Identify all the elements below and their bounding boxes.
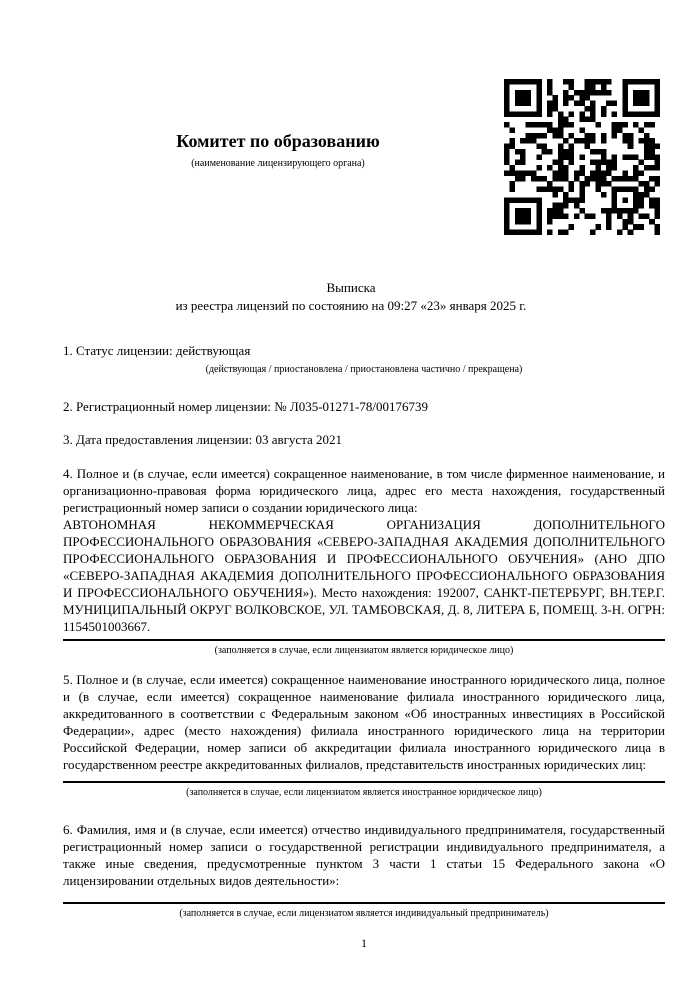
item-1-license-status: 1. Статус лицензии: действующая bbox=[63, 343, 251, 358]
page-number: 1 bbox=[361, 936, 367, 950]
item-2-registration-number: 2. Регистрационный номер лицензии: № Л035-01271-78/00176739 bbox=[63, 399, 429, 414]
item-6-caption: (заполняется в случае, если лицензиатом является индивидуальный предприниматель) bbox=[63, 902, 665, 920]
item-5-foreign-entity-text: 5. Полное и (в случае, если имеется) сокращенное наименование иностранного юридического лица, полное и (в случае, если имеется) сокращенное наименование филиала иностранного юридического лица, аккредитованного в соответствии с Федеральным законом «Об иностранных инвестициях в Российской Федерации», адрес (место нахождения) филиала иностранного юридического лица на территории Российской Федерации, номер записи об аккредитации филиала иностранного юридического лица в государственном реестре аккредитованных филиалов, представительств иностранных юридических лиц: bbox=[63, 672, 665, 772]
item-4-legal-entity-intro: 4. Полное и (в случае, если имеется) сокращенное наименование, в том числе фирменное наименование, и организационно-правовая форма юридического лица, адрес его места нахождения, государственный регистрационный номер записи о создании юридического лица: bbox=[63, 466, 665, 515]
document-title bbox=[63, 279, 665, 315]
item-3-grant-date: 3. Дата предоставления лицензии: 03 августа 2021 bbox=[63, 432, 343, 447]
licensing-authority-caption: (наименование лицензирующего органа) bbox=[191, 158, 365, 169]
item-5-caption: (заполняется в случае, если лицензиатом является иностранное юридическое лицо) bbox=[63, 781, 665, 799]
item-1-caption: (действующая / приостановлена / приостановлена частично / прекращена) bbox=[205, 364, 523, 375]
licensing-authority-name: Комитет по образованию bbox=[176, 131, 380, 151]
item-6-individual-entrepreneur-text: 6. Фамилия, имя и (в случае, если имеется) отчество индивидуального предпринимателя, государственный регистрационный номер записи о государственной регистрации индивидуального предпринимателя, а также иные сведения, предусмотренные пунктом 3 части 1 статьи 15 Федерального закона «О лицензировании отдельных видов деятельности»: bbox=[63, 822, 665, 888]
document-title-line2: из реестра лицензий по состоянию на 09:27 «23» января 2025 г. bbox=[175, 298, 527, 313]
item-4-legal-entity-value: АВТОНОМНАЯ НЕКОММЕРЧЕСКАЯ ОРГАНИЗАЦИЯ ДОПОЛНИТЕЛЬНОГО ПРОФЕССИОНАЛЬНОГО ОБРАЗОВАНИЯ «СЕВЕРО-ЗАПАДНАЯ АКАДЕМИЯ ДОПОЛНИТЕЛЬНОГО ПРОФЕССИОНАЛЬНОГО ОБРАЗОВАНИЯ И ПРОФЕССИОНАЛЬНОГО ОБУЧЕНИЯ» (АНО ДПО «СЕВЕРО-ЗАПАДНАЯ АКАДЕМИЯ ДОПОЛНИТЕЛЬНОГО ПРОФЕССИОНАЛЬНОГО ОБРАЗОВАНИЯ И ПРОФЕССИОНАЛЬНОГО ОБУЧЕНИЯ»). Место нахождения: 192007, САНКТ-ПЕТЕРБУРГ, ВН.ТЕР.Г. МУНИЦИПАЛЬНЫЙ ОКРУГ ВОЛКОВСКОЕ, УЛ. ТАМБОВСКАЯ, Д. 8, ЛИТЕРА Б, ПОМЕЩ. 3-Н. ОГРН: 1154501003667. bbox=[63, 517, 665, 634]
item-4-caption: (заполняется в случае, если лицензиатом является юридическое лицо) bbox=[63, 639, 665, 657]
document-title-line1: Выписка bbox=[326, 280, 376, 295]
